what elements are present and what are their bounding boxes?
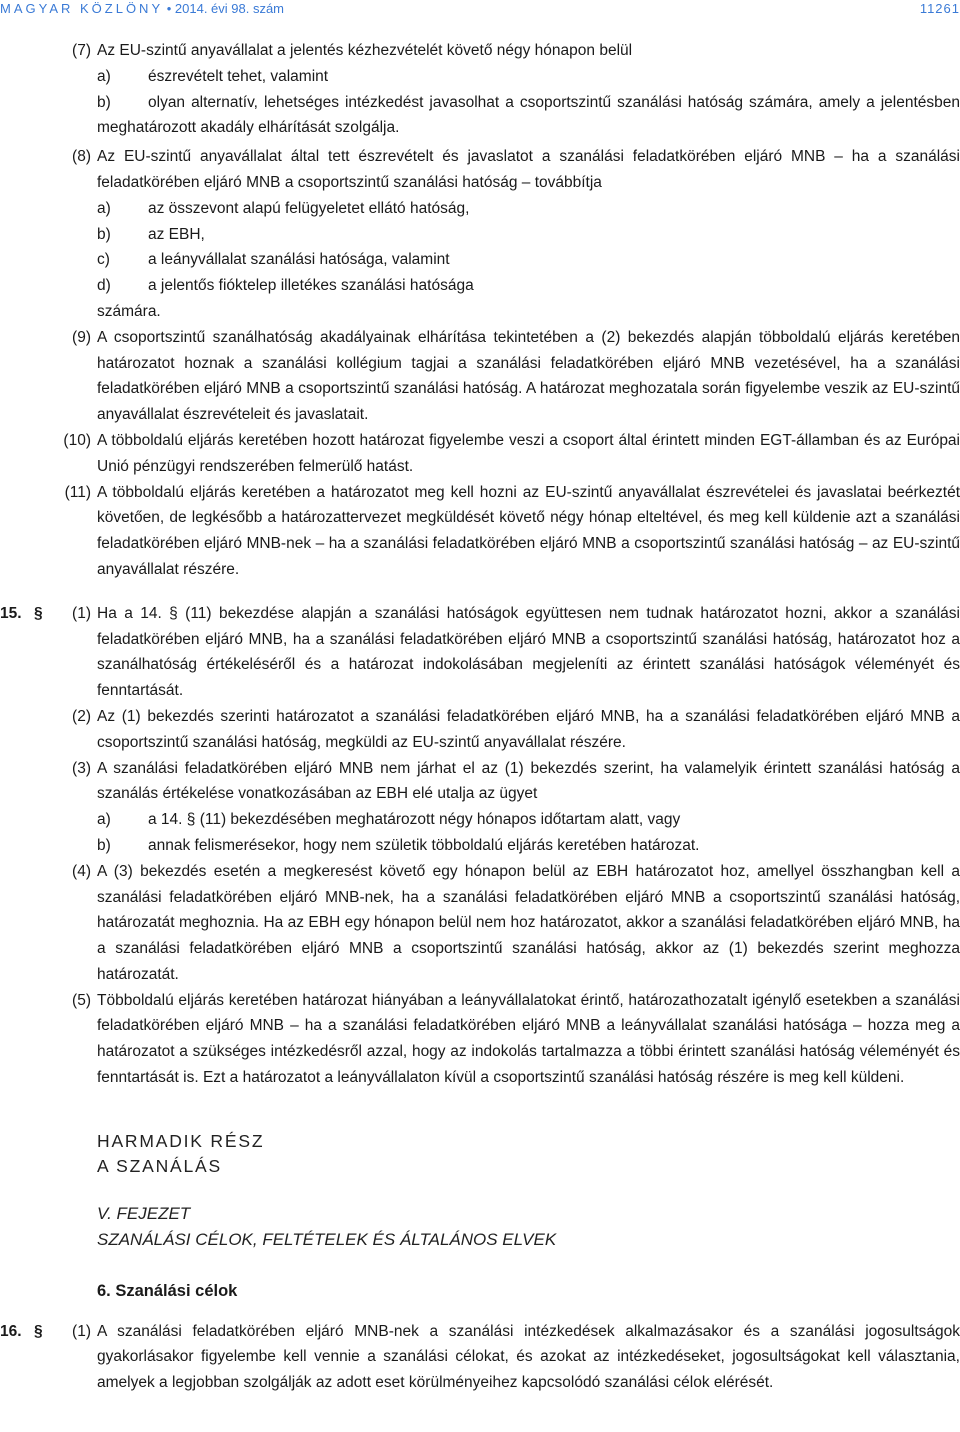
list-item-text: a leányvállalat szanálási hatósága, valamint xyxy=(148,251,450,269)
section-15-paragraph-5 xyxy=(72,988,960,1091)
subtitle-heading: 6. Szanálási célok xyxy=(97,1281,238,1300)
list-item-text: a 14. § (11) bekezdésében meghatározott négy hónapos időtartam alatt, vagy xyxy=(148,811,681,829)
paragraph-number: (10) xyxy=(63,431,91,449)
list-item xyxy=(97,273,960,299)
paragraph-number: (2) xyxy=(72,707,91,725)
page-header xyxy=(0,0,960,22)
paragraph-9 xyxy=(72,325,960,428)
part-heading-number: HARMADIK RÉSZ xyxy=(97,1130,265,1151)
paragraph-number: (5) xyxy=(72,991,91,1009)
paragraph-8 xyxy=(72,144,960,196)
list-item-label: a) xyxy=(97,199,111,217)
paragraph-text: A szanálási feladatkörében eljáró MNB nem járhat el az (1) bekezdés szerint, ha valamelyik érintett szanálási hatóság a szanálás értékelése vonatkozásában az EBH elé utalja az ügyet xyxy=(97,759,960,803)
section-16-paragraph-1 xyxy=(0,1319,960,1396)
list-item xyxy=(97,222,960,248)
list-item-text: olyan alternatív, lehetséges intézkedést javasolhat a csoportszintű szanálási hatóság számára, amely a jelentésben meghatározott akadály elhárítását szolgálja. xyxy=(97,93,960,137)
paragraph-11 xyxy=(64,480,960,583)
list-item xyxy=(97,247,960,273)
list-item xyxy=(97,196,960,222)
paragraph-text: A (3) bekezdés esetén a megkeresést követő egy hónapon belül az EBH határozatot hoz, amellyel összhangban kell a szanálási feladatkörében eljáró MNB-nek, ha a szanálási feladatkörében eljáró MNB a csoportszintű szanálási hatóság, határozatát meghoznia. Ha az EBH egy hónapon belül nem hoz határozatot, akkor a szanálási feladatkörében eljáró MNB, ha a szanálási feladatkörében eljáró MNB a csoportszintű szanálási hatóság, akkor az (1) bekezdés szerint meghozza határozatát. xyxy=(97,862,960,983)
paragraph-text: A többoldalú eljárás keretében a határozatot meg kell hozni az EU-szintű anyavállalat észrevételei és javaslatai beérkeztét követően, de legkésőbb a határozattervezet megküldését követő négy hónap elteltével, és meg kell küldenie azt a szanálási feladatkörében eljáró MNB-nek – ha a szanálási feladatkörében eljáró MNB a csoportszintű szanálási hatóság – az EU-szintű anyavállalat részére. xyxy=(97,483,960,578)
list-item-text: észrevételt tehet, valamint xyxy=(148,67,329,85)
paragraph-number: (3) xyxy=(72,759,91,777)
paragraph-number: (1) xyxy=(72,1322,91,1340)
list-item-label: b) xyxy=(97,93,111,111)
section-number: 15. xyxy=(0,604,22,622)
list-item-label: d) xyxy=(97,277,111,295)
list-item-label: a) xyxy=(97,811,111,829)
paragraph-number: (9) xyxy=(72,328,91,346)
paragraph-text: Az (1) bekezdés szerinti határozatot a szanálási feladatkörében eljáró MNB, ha a szanálási feladatkörében eljáró MNB a csoportszintű szanálási hatóság, megküldi az EU-szintű anyavállalat részére. xyxy=(97,707,960,751)
list-item-text: a jelentős fióktelep illetékes szanálási hatósága xyxy=(148,277,474,295)
list-item xyxy=(97,64,960,90)
list-item-text: annak felismerésekor, hogy nem születik többoldalú eljárás keretében határozat. xyxy=(148,836,700,854)
paragraph-text: Ha a 14. § (11) bekezdése alapján a szanálási hatóságok együttesen nem tudnak határozatot hozni, akkor a szanálási feladatkörében eljáró MNB, ha a szanálási feladatkörében eljáró MNB a csoportszintű szanálási hatóság, határozatot hoz a szanálhatóság értékeléséről és a határozat indokolásában megjeleníti az érintett szanálási hatóságok véleményét és fenntartását. xyxy=(97,604,960,700)
document-body xyxy=(0,38,960,1396)
section-15-paragraph-3 xyxy=(72,756,960,808)
chapter-heading-title: SZANÁLÁSI CÉLOK, FELTÉTELEK ÉS ÁLTALÁNOS ELVEK xyxy=(97,1229,557,1249)
paragraph-number: (4) xyxy=(72,862,91,880)
journal-issue: • 2014. évi 98. szám xyxy=(163,1,285,16)
part-heading-title: A SZANÁLÁS xyxy=(97,1155,222,1176)
section-15-paragraph-4 xyxy=(72,859,960,988)
paragraph-number: (8) xyxy=(72,148,91,166)
section-symbol: § xyxy=(34,1322,43,1340)
section-15-paragraph-2 xyxy=(72,704,960,756)
paragraph-number: (11) xyxy=(64,483,91,501)
list-item xyxy=(97,833,960,859)
section-15-paragraph-1 xyxy=(0,601,960,704)
list-item-label: a) xyxy=(97,67,111,85)
list-item xyxy=(97,807,960,833)
chapter-heading-number: V. FEJEZET xyxy=(97,1203,191,1223)
list-item-text: az EBH, xyxy=(148,225,205,243)
page-number: 11261 xyxy=(919,1,960,16)
paragraph-text: Az EU-szintű anyavállalat által tett észrevételt és javaslatot a szanálási feladatkörében eljáró MNB – ha a szanálási feladatkörében eljáró MNB a csoportszintű szanálási hatóság – továbbítja xyxy=(97,148,960,191)
journal-title xyxy=(0,1,284,16)
paragraph-tail: számára. xyxy=(97,302,161,320)
paragraph-number: (7) xyxy=(72,42,91,59)
list-item-label: b) xyxy=(97,836,111,854)
list-item xyxy=(97,90,960,142)
list-item-label: b) xyxy=(97,225,111,243)
paragraph-text: Az EU-szintű anyavállalat a jelentés kézhezvételét követő négy hónapon belül xyxy=(97,42,633,59)
journal-name: MAGYAR KÖZLÖNY xyxy=(0,1,164,16)
paragraph-text: A csoportszintű szanálhatóság akadályainak elhárítása tekintetében a (2) bekezdés alapján többoldalú eljárás keretében határozatot hoznak a szanálási kollégium tagjai a szanálási feladatkörében eljáró MNB vezetésével, ha a szanálási feladatkörében eljáró MNB a csoportszintű szanálási hatóság. A határozat meghozatala során figyelembe veszik az EU-szintű anyavállalat észrevételeit és javaslatait. xyxy=(97,328,960,424)
paragraph-text: A többoldalú eljárás keretében hozott határozat figyelembe veszi a csoport által érintett minden EGT-államban és az Európai Unió pénzügyi rendszerében felmerülő hatást. xyxy=(97,431,960,475)
paragraph-10 xyxy=(63,428,960,480)
paragraph-text: Többoldalú eljárás keretében határozat hiányában a leányvállalatokat érintő, határozathozatalt igénylő esetekben a szanálási feladatkörében eljáró MNB – ha a szanálási feladatkörében eljáró MNB a leányvállalat szanálási hatósága – hozza meg a határozatot a szükséges intézkedésről azzal, hogy az indokolás tartalmazza a többi érintett szanálási hatóság véleményét és fenntartását is. Ezt a határozatot a leányvállalaton kívül a csoportszintű szanálási hatóság részére is meg kell küldeni. xyxy=(97,991,960,1087)
paragraph-number: (1) xyxy=(72,604,91,622)
list-item-text: az összevont alapú felügyeletet ellátó hatóság, xyxy=(148,199,470,217)
paragraph-7 xyxy=(72,38,960,64)
section-symbol: § xyxy=(34,604,43,622)
paragraph-text: A szanálási feladatkörében eljáró MNB-nek a szanálási intézkedések alkalmazásakor és a szanálási jogosultságok gyakorlásakor figyelembe kell vennie a szanálási célokat, és azokat az intézkedéseket, jogosultságokat kell választania, amelyek a legjobban szolgálják az adott eset körülményeihez kapcsolódó szanálási célok elérését. xyxy=(97,1322,960,1392)
list-item-label: c) xyxy=(97,251,110,269)
section-number: 16. xyxy=(0,1322,22,1340)
